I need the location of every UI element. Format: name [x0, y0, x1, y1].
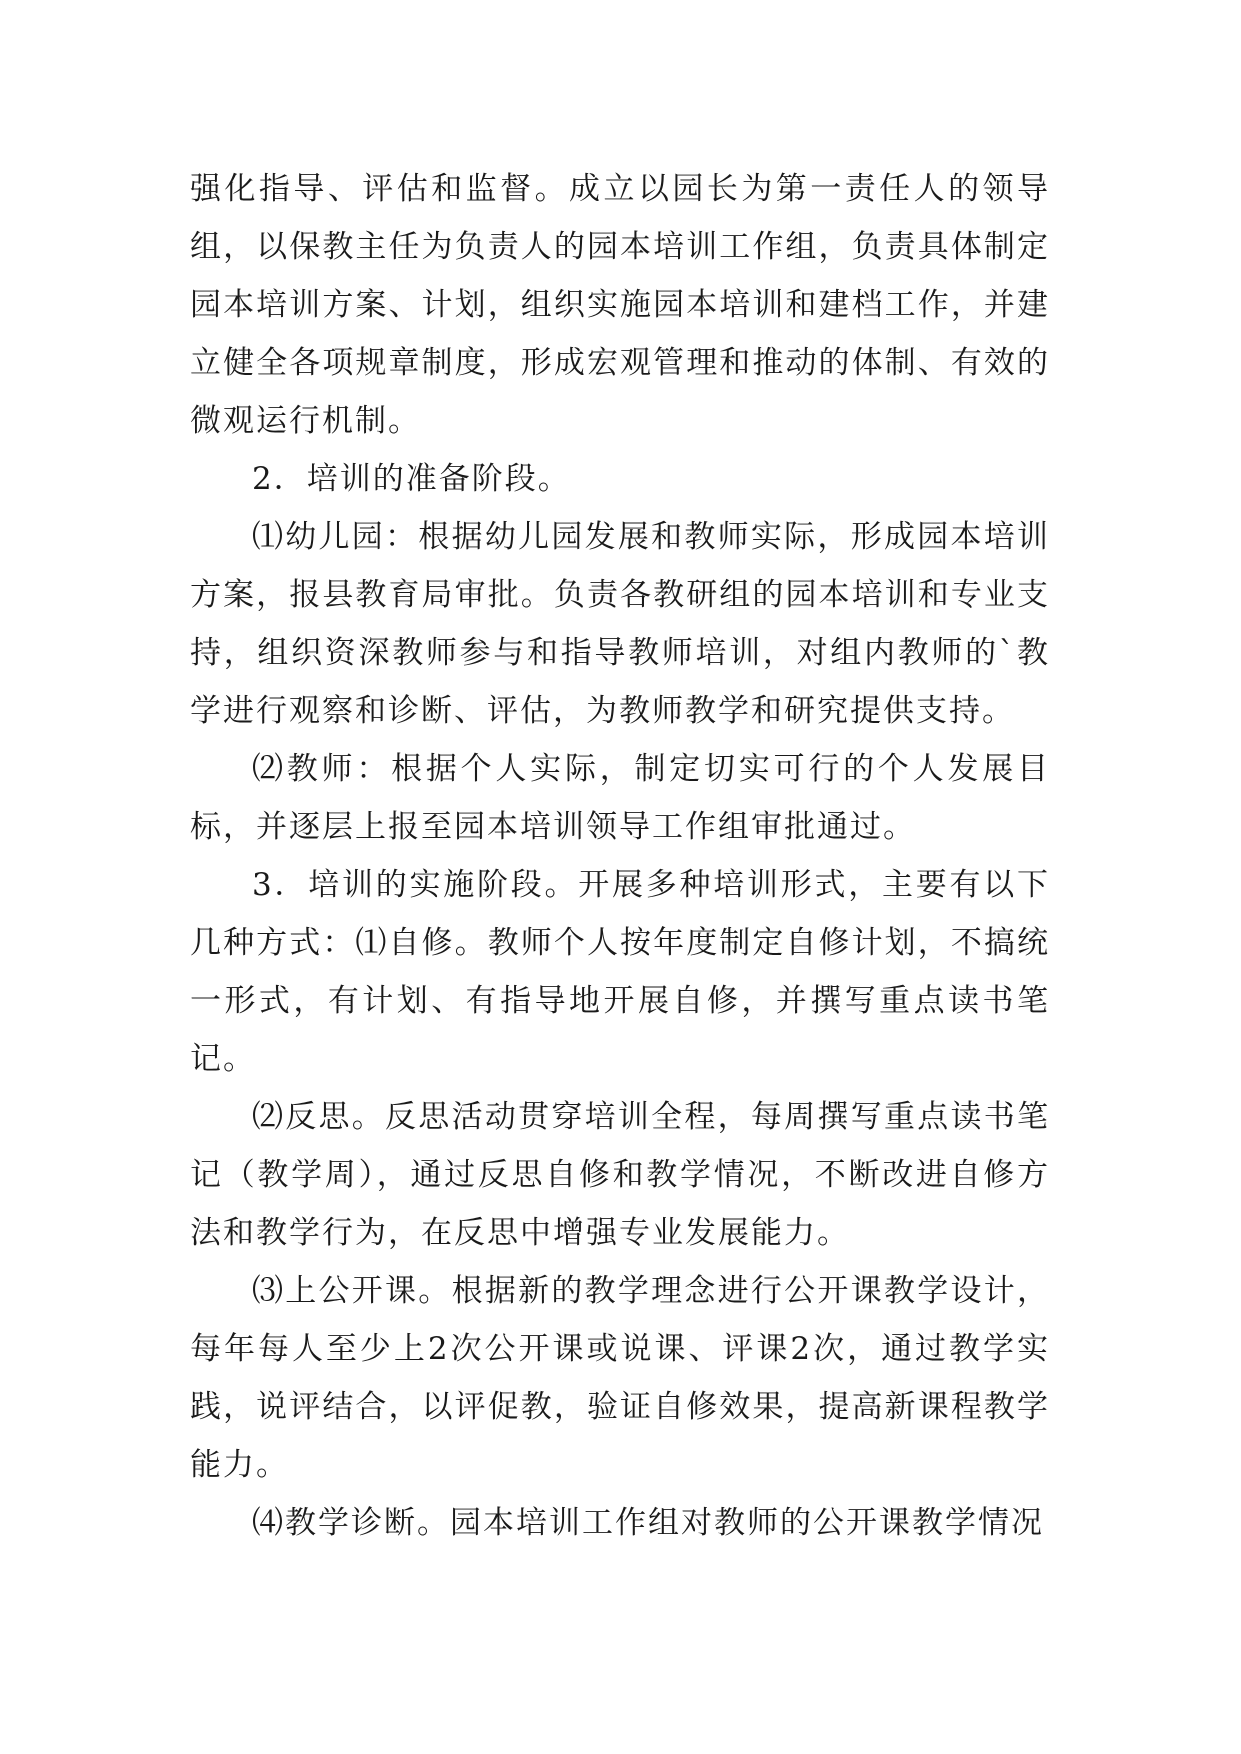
paragraph-teaching-diagnosis: ⑷教学诊断。园本培训工作组对教师的公开课教学情况: [252, 1505, 1044, 1541]
paragraph-preparation-heading: 2．培训的准备阶段。: [252, 461, 571, 497]
paragraph-reflection: ⑵反思。反思活动贯穿培训全程，每周撰写重点读书笔记（教学周），通过反思自修和教学情况，不断改进自修方法和教学行为，在反思中增强专业发展能力。: [190, 1099, 1050, 1251]
paragraph-open-class: ⑶上公开课。根据新的教学理念进行公开课教学设计，每年每人至少上2次公开课或说课、评课2次，通过教学实践，说评结合，以评促教，验证自修效果，提高新课程教学能力。: [190, 1273, 1050, 1483]
paragraph-kindergarten: ⑴幼儿园：根据幼儿园发展和教师实际，形成园本培训方案，报县教育局审批。负责各教研组的园本培训和专业支持，组织资深教师参与和指导教师培训，对组内教师的`教学进行观察和诊断、评估，为教师教学和研究提供支持。: [190, 519, 1050, 729]
paragraph-implementation: 3．培训的实施阶段。开展多种培训形式，主要有以下几种方式：⑴自修。教师个人按年度制定自修计划，不搞统一形式，有计划、有指导地开展自修，并撰写重点读书笔记。: [190, 867, 1050, 1077]
document-body: [190, 160, 1050, 1552]
paragraph-leadership: 强化指导、评估和监督。成立以园长为第一责任人的领导组，以保教主任为负责人的园本培训工作组，负责具体制定园本培训方案、计划，组织实施园本培训和建档工作，并建立健全各项规章制度，形成宏观管理和推动的体制、有效的微观运行机制。: [190, 171, 1050, 439]
paragraph-teacher: ⑵教师：根据个人实际，制定切实可行的个人发展目标，并逐层上报至园本培训领导工作组审批通过。: [190, 751, 1050, 845]
